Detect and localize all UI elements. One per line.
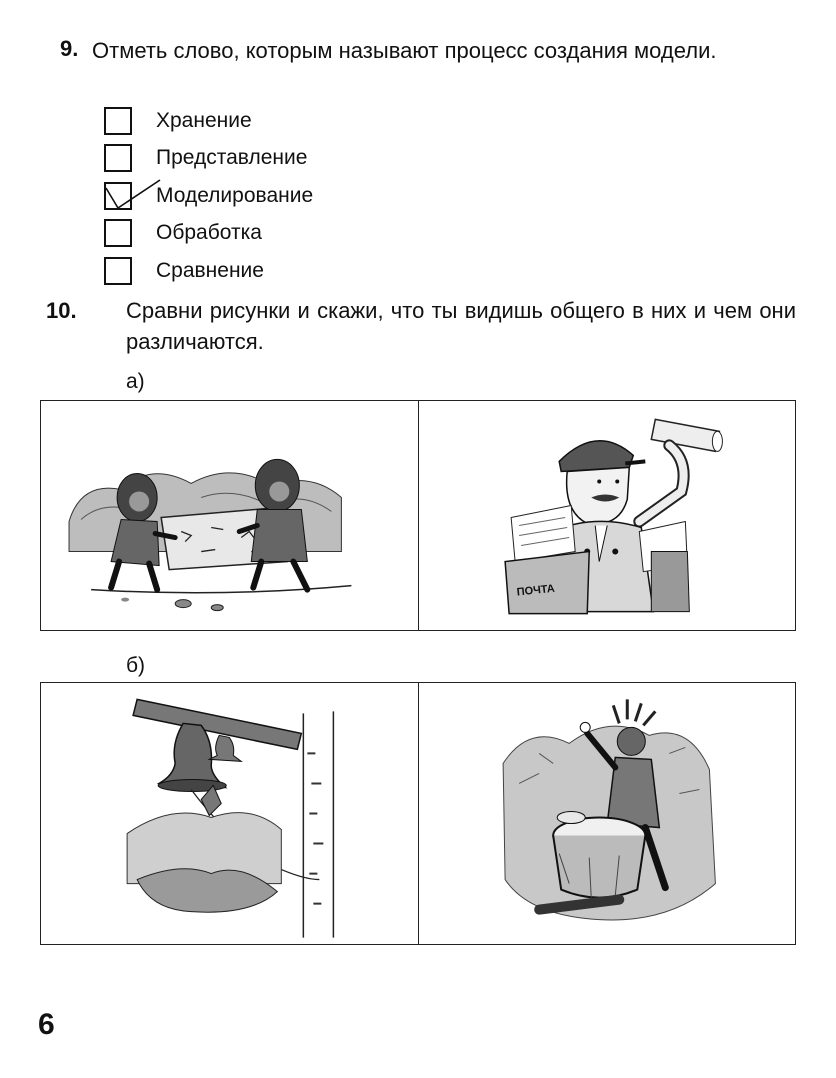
cavemen-picture (41, 401, 418, 630)
bell-tower-illustration (41, 683, 418, 944)
checkmark-icon (102, 174, 162, 214)
option-label: Хранение (156, 108, 252, 132)
checkbox-checked[interactable] (104, 182, 132, 210)
part-b-label: б) (126, 654, 146, 677)
option-processing[interactable] (104, 215, 313, 253)
checkbox[interactable] (104, 219, 132, 247)
drummer-illustration (419, 683, 796, 944)
answer-options (104, 102, 313, 290)
option-label: Обработка (156, 221, 262, 245)
bell-picture (41, 683, 418, 944)
picture-pair-a (40, 400, 796, 631)
question-9-text: Отметь слово, которым называют процесс создания модели. (92, 38, 717, 63)
cavemen-illustration (41, 401, 418, 630)
option-label: Моделирование (156, 183, 314, 207)
checkbox[interactable] (104, 257, 132, 285)
option-representation[interactable] (104, 140, 313, 178)
page-number: 6 (38, 1008, 55, 1041)
question-10-text: Сравни рисунки и скажи, что ты видишь общего в них и чем они различаются. (126, 298, 796, 354)
checkbox[interactable] (104, 144, 132, 172)
option-storage[interactable] (104, 102, 313, 140)
part-a-label: а) (126, 370, 145, 393)
checkbox[interactable] (104, 107, 132, 135)
question-9-number: 9. (60, 36, 79, 61)
option-label: Представление (156, 146, 308, 170)
option-modeling[interactable] (104, 177, 313, 215)
mailbag-text: ПОЧТА (515, 582, 555, 599)
picture-pair-b (40, 682, 796, 945)
option-comparison[interactable] (104, 252, 313, 290)
postman-illustration (419, 401, 796, 630)
postman-picture (418, 401, 796, 630)
option-label: Сравнение (156, 258, 264, 282)
question-10-number: 10. (46, 298, 77, 323)
drummer-picture (418, 683, 796, 944)
